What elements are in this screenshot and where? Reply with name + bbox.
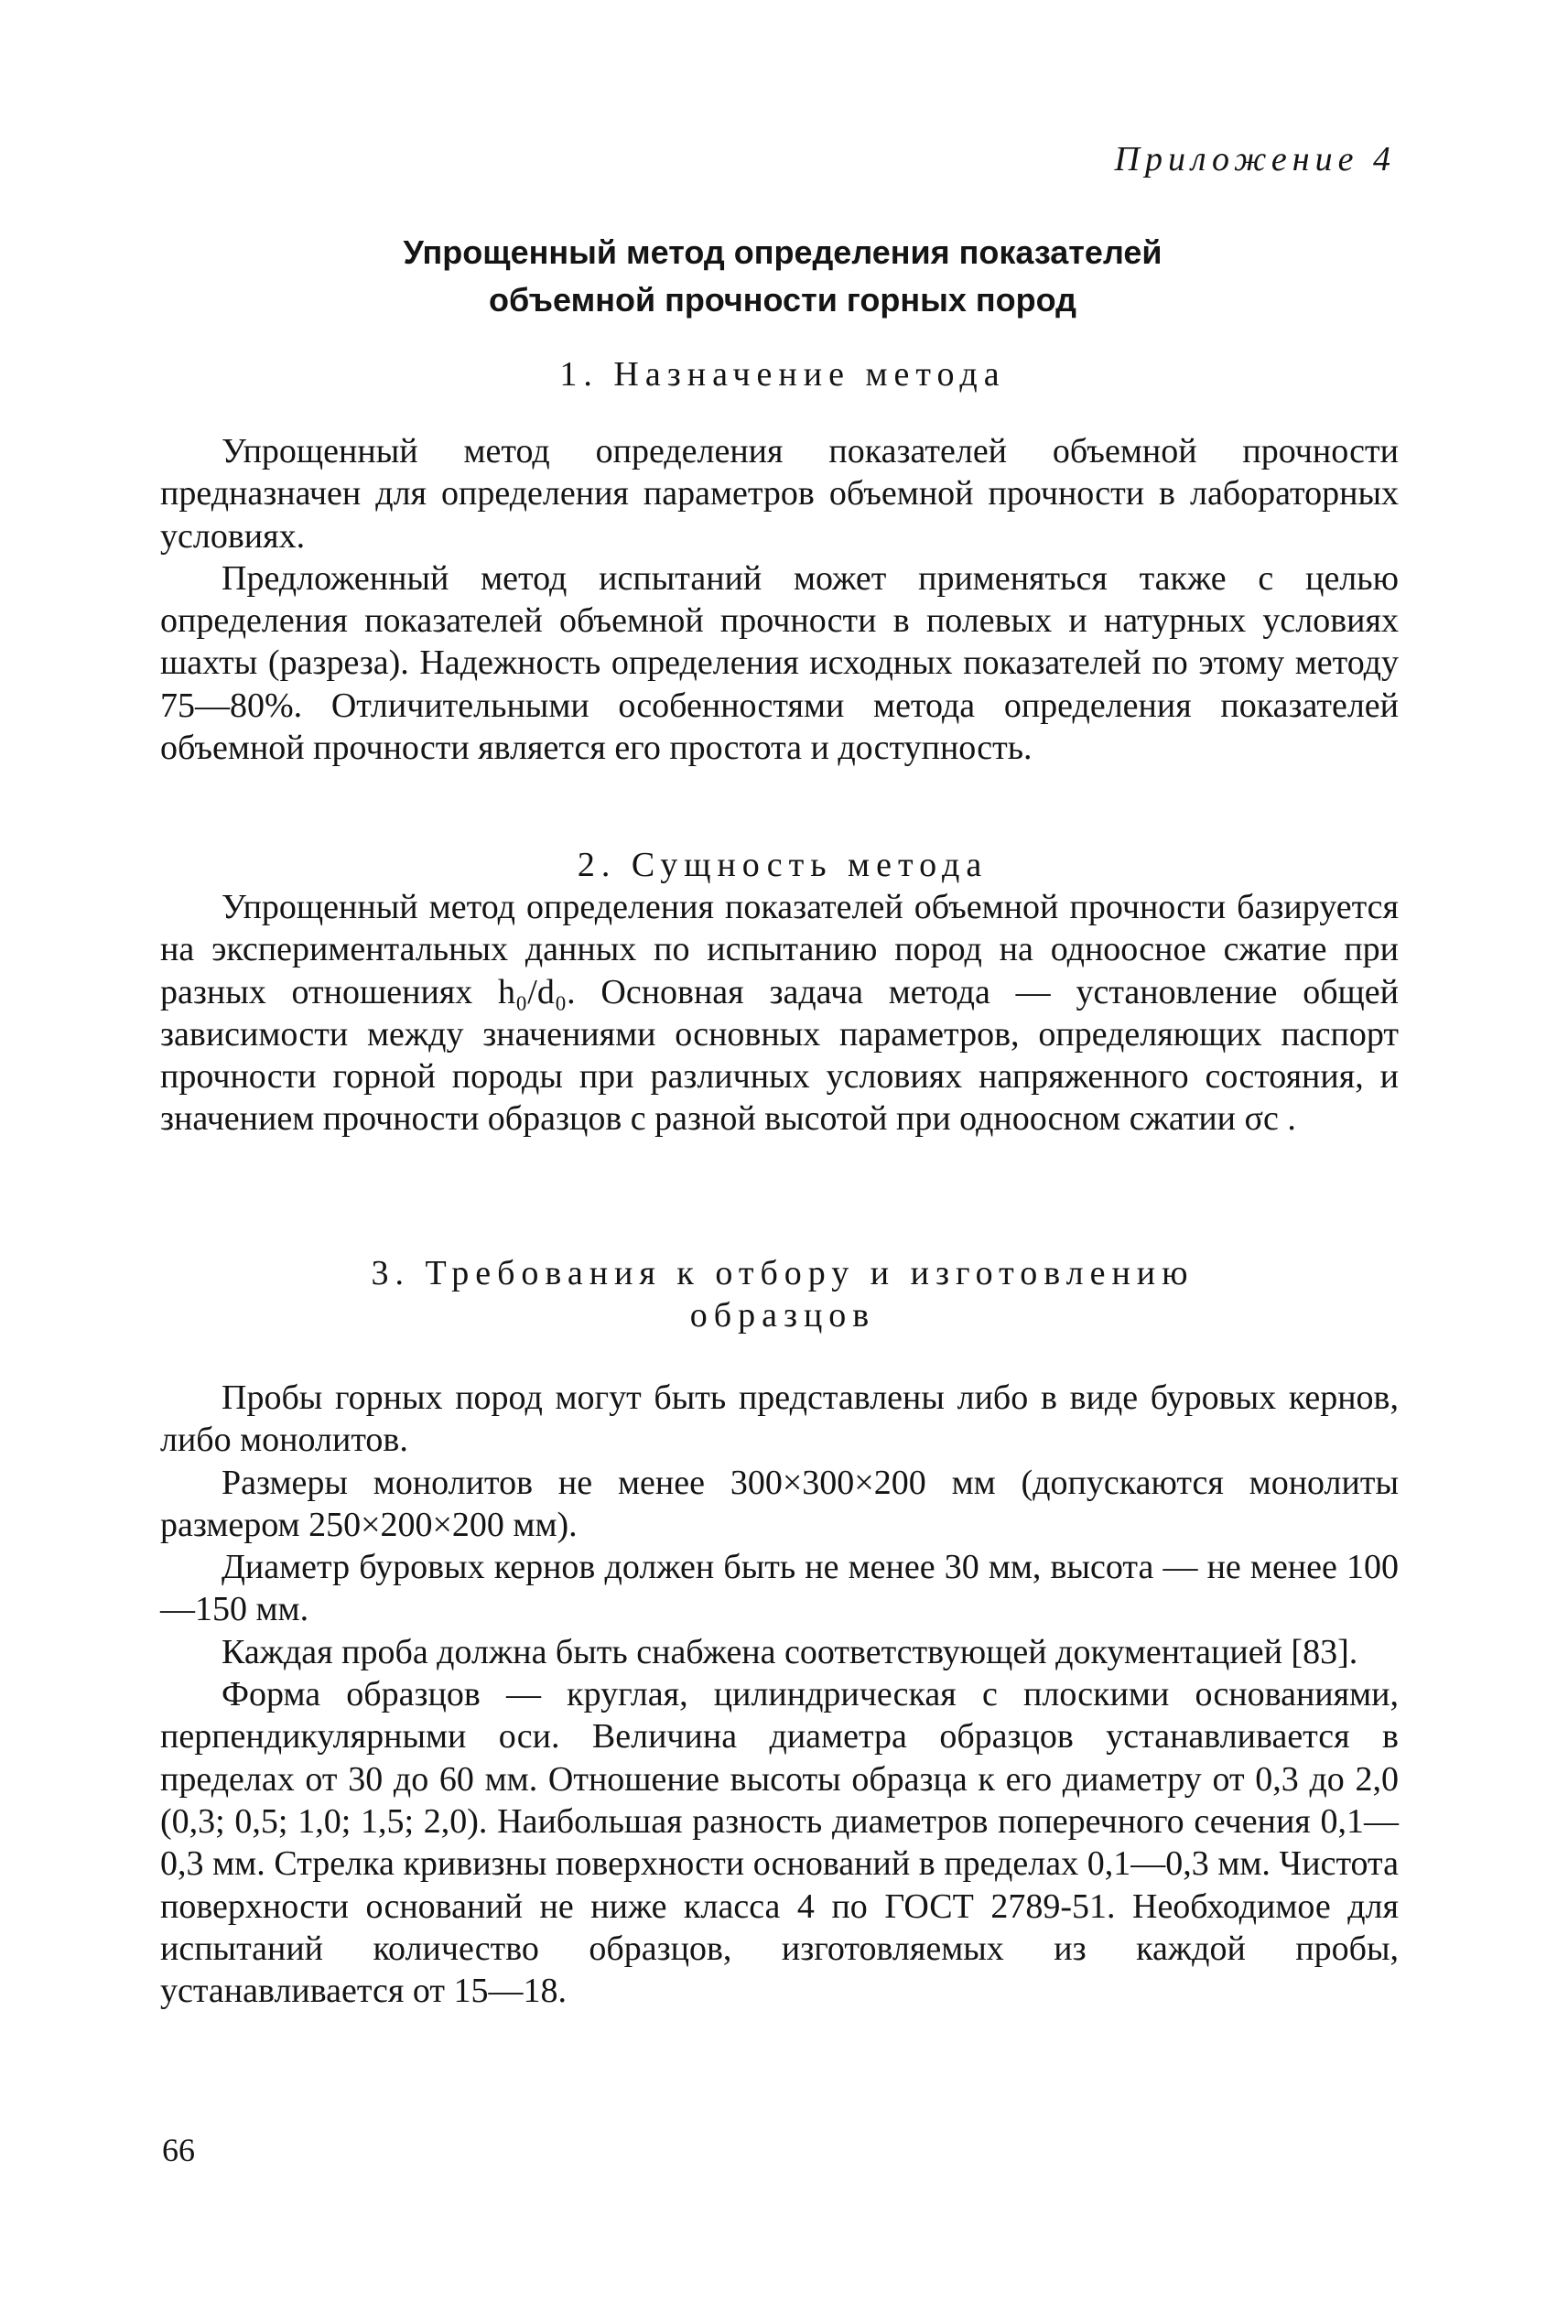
paragraph: Упрощенный метод определения показателей объемной прочности предназначен для определения параметров объемной прочности в лабораторных условиях. bbox=[160, 432, 1399, 556]
page-number: 66 bbox=[162, 2132, 195, 2168]
section-3-body bbox=[160, 1377, 1399, 2012]
section-1-heading: 1. Назначение метода bbox=[559, 355, 1006, 394]
title-line-2: объемной прочности горных пород bbox=[489, 281, 1076, 319]
paragraph: Форма образцов — круглая, цилиндрическая с плоскими основаниями, перпендикулярными оси. Величина диаметра образцов устанавливается в пределах от 30 до 60 мм. Отношение высоты образца к его диаметру от 0,3 до 2,0 (0,3; 0,5; 1,0; 1,5; 2,0). Наибольшая разность диаметров поперечного сечения 0,1—0,3 мм. Стрелка кривизны поверхности оснований в пределах 0,1—0,3 мм. Чистота поверхности оснований не ниже класса 4 по ГОСТ 2789-51. Необходимое для испытаний количество образцов, изготовляемых из каждой пробы, устанавливается от 15—18. bbox=[160, 1675, 1399, 2011]
section-3-heading bbox=[156, 1252, 1410, 1336]
title-line-1: Упрощенный метод определения показателей bbox=[403, 233, 1162, 271]
section-1-body bbox=[160, 430, 1399, 769]
section-3-heading-line-2: образцов bbox=[689, 1296, 876, 1335]
paragraph: Предложенный метод испытаний может применяться также с целью определения показателей объемной прочности в полевых и натурных условиях шахты (разреза). Надежность определения исходных показателей по этому методу 75—80%. Отличительными особенностями метода определения показателей объемной прочности является его простота и доступность. bbox=[160, 558, 1399, 768]
section-2-heading: 2. Сущность метода bbox=[577, 846, 989, 884]
paragraph: Каждая проба должна быть снабжена соответствующей документацией [83]. bbox=[222, 1632, 1358, 1671]
appendix-label: Приложение 4 bbox=[1114, 140, 1396, 178]
section-2-body bbox=[160, 886, 1399, 1140]
paragraph: Размеры монолитов не менее 300×300×200 мм (допускаются монолиты размером 250×200×200 мм). bbox=[160, 1463, 1399, 1544]
document-title bbox=[156, 229, 1410, 324]
paragraph: Диаметр буровых кернов должен быть не менее 30 мм, высота — не менее 100—150 мм. bbox=[160, 1548, 1399, 1629]
paragraph: Упрощенный метод определения показателей объемной прочности базируется на экспериментальных данных по испытанию пород на одноосное сжатие при разных отношениях h₀/d₀. Основная задача метода — установление общей зависимости между значениями основных параметров, определяющих паспорт прочности горной породы при различных условиях напряженного состояния, и значением прочности образцов с разной высотой при одноосном сжатии σс . bbox=[160, 888, 1399, 1139]
paragraph: Пробы горных пород могут быть представлены либо в виде буровых кернов, либо монолитов. bbox=[160, 1378, 1399, 1460]
section-3-heading-line-1: 3. Требования к отбору и изготовлению bbox=[371, 1254, 1195, 1292]
